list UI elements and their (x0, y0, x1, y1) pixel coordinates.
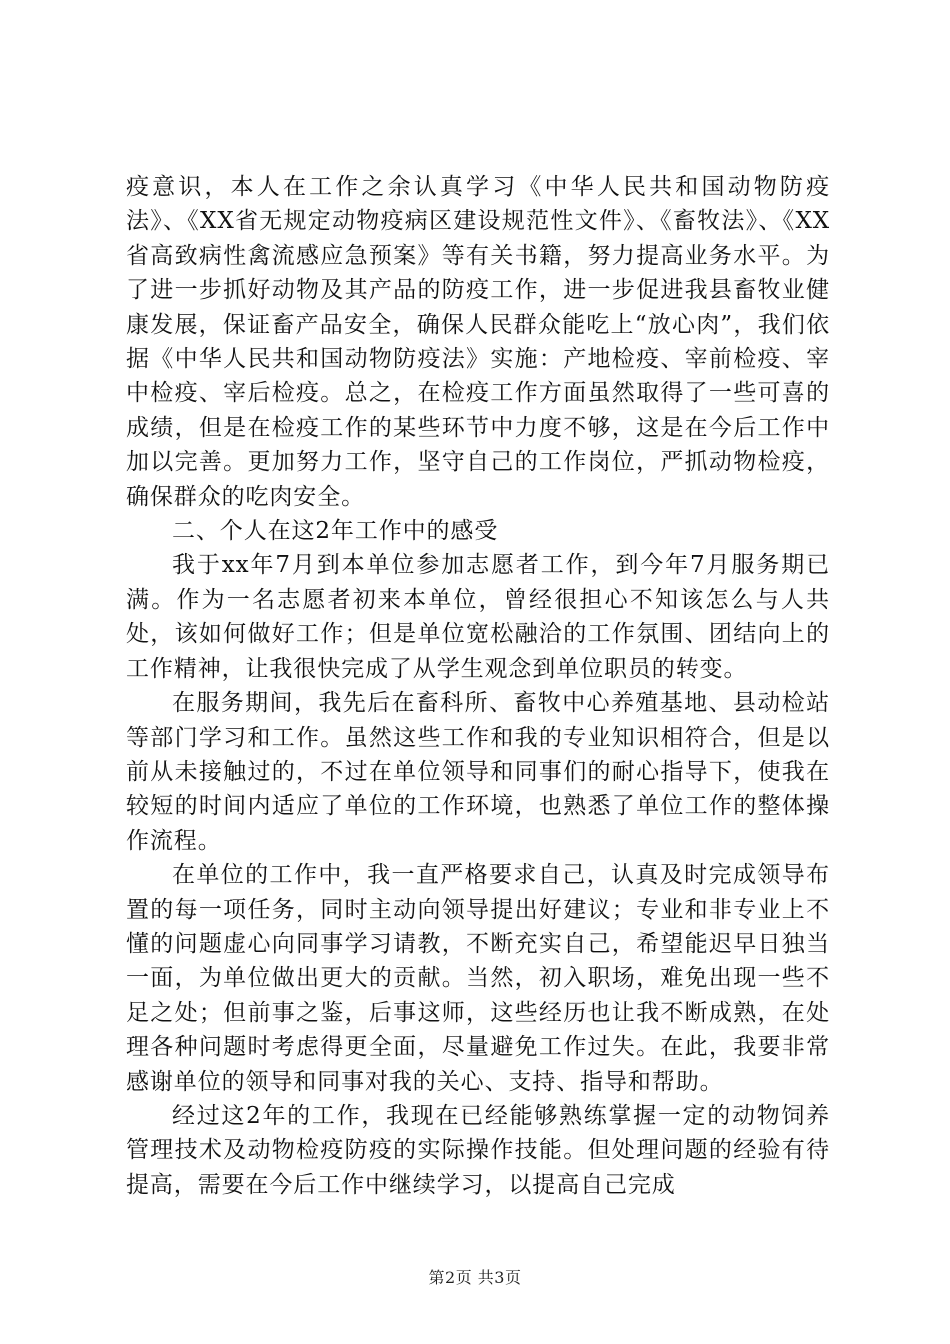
page-footer: 第2页 共3页 (428, 1268, 522, 1287)
paragraph: 在服务期间，我先后在畜科所、畜牧中心养殖基地、县动检站等部门学习和工作。虽然这些工作和我的专业知识相符合，但是以前从未接触过的，不过在单位领导和同事们的耐心指导下，使我在较短的时间内适应了单位的工作环境，也熟悉了单位工作的整体操作流程。 (126, 690, 830, 854)
paragraph: 在单位的工作中，我一直严格要求自己，认真及时完成领导布置的每一项任务，同时主动向领导提出好建议；专业和非专业上不懂的问题虚心向同事学习请教，不断充实自己，希望能迟早日独当一面，为单位做出更大的贡献。当然，初入职场，难免出现一些不足之处；但前事之鉴，后事这师，这些经历也让我不断成熟，在处理各种问题时考虑得更全面，尽量避免工作过失。在此，我要非常感谢单位的领导和同事对我的关心、支持、指导和帮助。 (126, 862, 830, 1095)
paragraph: 经过这2年的工作，我现在已经能够熟练掌握一定的动物饲养管理技术及动物检疫防疫的实际操作技能。但处理问题的经验有待提高，需要在今后工作中继续学习，以提高自己完成 (126, 1102, 830, 1198)
document-body (126, 170, 830, 1202)
paragraph-continuation: 疫意识，本人在工作之余认真学习《中华人民共和国动物防疫法》、《XX省无规定动物疫病区建设规范性文件》、《畜牧法》、《XX省高致病性禽流感应急预案》等有关书籍，努力提高业务水平。为了进一步抓好动物及其产品的防疫工作，进一步促进我县畜牧业健康发展，保证畜产品安全，确保人民群众能吃上“放心肉”，我们依据《中华人民共和国动物防疫法》实施：产地检疫、宰前检疫、宰中检疫、宰后检疫。总之，在检疫工作方面虽然取得了一些可喜的成绩，但是在检疫工作的某些环节中力度不够，这是在今后工作中加以完善。更加努力工作，坚守自己的工作岗位，严抓动物检疫，确保群众的吃肉安全。 (126, 174, 830, 510)
section-heading: 二、个人在这2年工作中的感受 (172, 518, 499, 545)
paragraph: 我于xx年7月到本单位参加志愿者工作，到今年7月服务期已满。作为一名志愿者初来本单位，曾经很担心不知该怎么与人共处，该如何做好工作；但是单位宽松融洽的工作氛围、团结向上的工作精神，让我很快完成了从学生观念到单位职员的转变。 (126, 552, 830, 682)
